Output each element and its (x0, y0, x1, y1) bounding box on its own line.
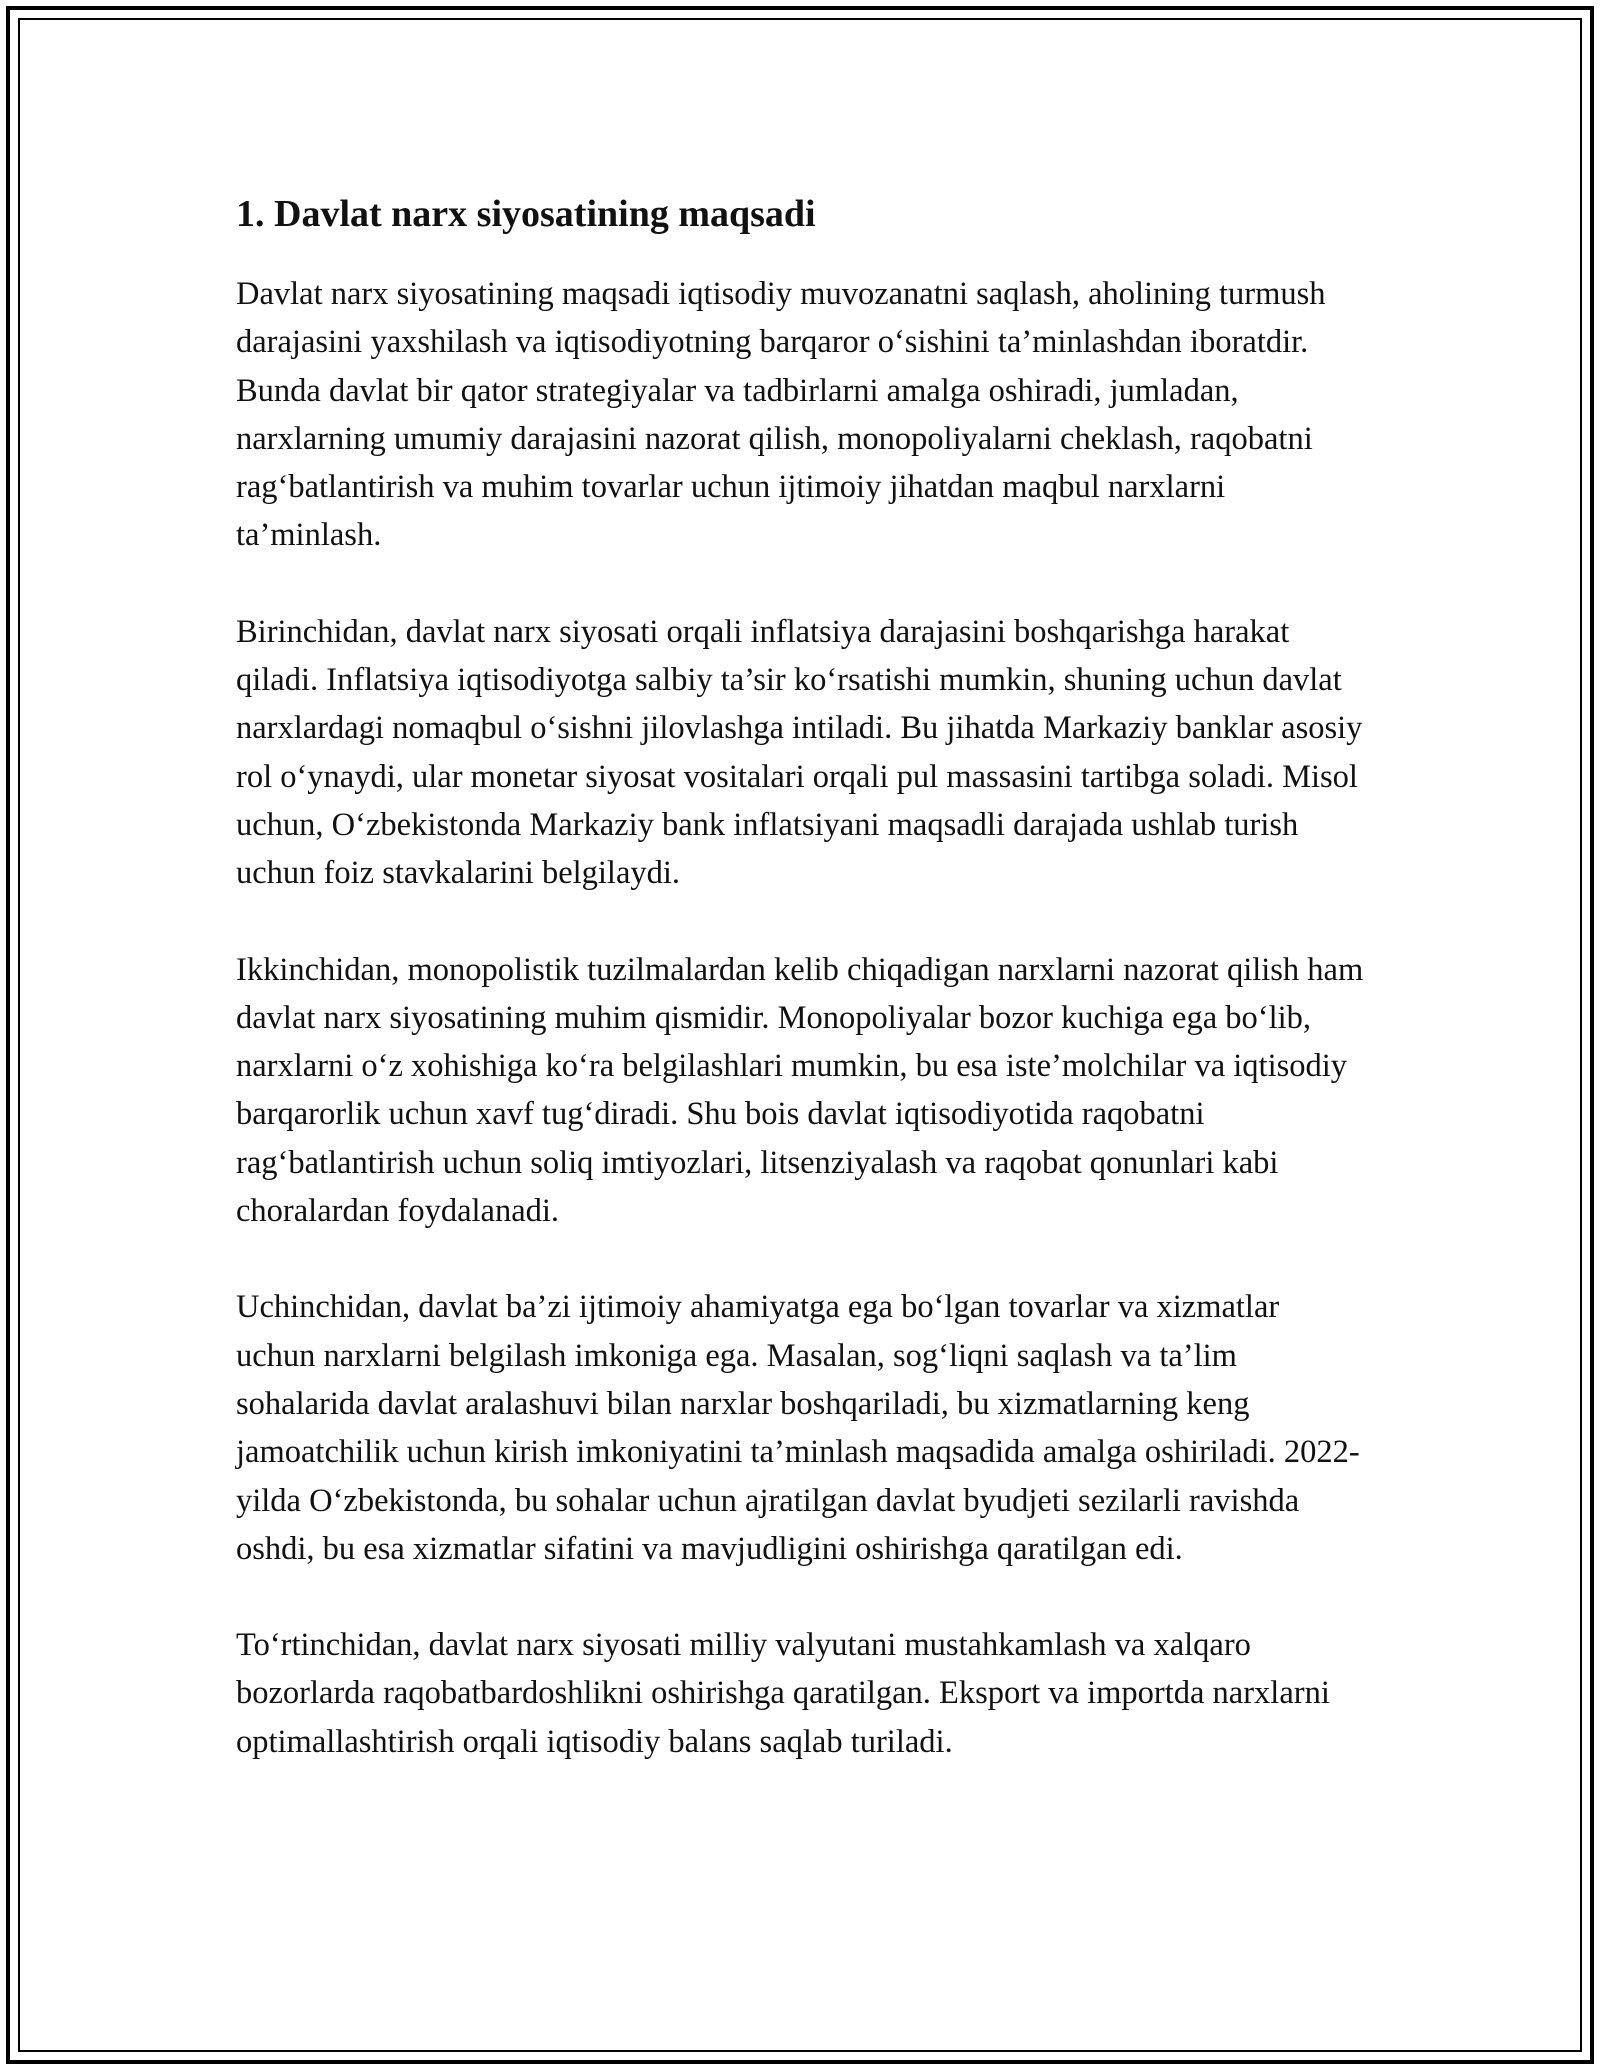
document-body (236, 186, 1366, 1766)
paragraph-social-goods: Uchinchidan, davlat ba’zi ijtimoiy ahamiyatga ega bo‘lgan tovarlar va xizmatlar uchun narxlarni belgilash imkoniga ega. Masalan, sog‘liqni saqlash va ta’lim sohalarida davlat aralashuvi bilan narxlar boshqariladi, bu xizmatlarning keng jamoatchilik uchun kirish imkoniyatini ta’minlash maqsadida amalga oshiriladi. 2022-yilda O‘zbekistonda, bu sohalar uchun ajratilgan davlat byudjeti sezilarli ravishda oshdi, bu esa xizmatlar sifatini va mavjudligini oshirishga qaratilgan edi. (236, 1289, 1360, 1567)
paragraph-purpose: Davlat narx siyosatining maqsadi iqtisodiy muvozanatni saqlash, aholining turmush darajasini yaxshilash va iqtisodiyotning barqaror o‘sishini ta’minlashdan iboratdir. Bunda davlat bir qator strategiyalar va tadbirlarni amalga oshiradi, jumladan, narxlarning umumiy darajasini nazorat qilish, monopoliyalarni cheklash, raqobatni rag‘batlantirish va muhim tovarlar uchun ijtimoiy jihatdan maqbul narxlarni ta’minlash. (236, 276, 1326, 554)
paragraph-monopoly: Ikkinchidan, monopolistik tuzilmalardan kelib chiqadigan narxlarni nazorat qilish ham davlat narx siyosatining muhim qismidir. Monopoliyalar bozor kuchiga ega bo‘lib, narxlarni o‘z xohishiga ko‘ra belgilashlari mumkin, bu esa iste’molchilar va iqtisodiy barqarorlik uchun xavf tug‘diradi. Shu bois davlat iqtisodiyotida raqobatni rag‘batlantirish uchun soliq imtiyozlari, litsenziyalash va raqobat qonunlari kabi choralardan foydalanadi. (236, 951, 1364, 1230)
section-title: 1. Davlat narx siyosatining maqsadi (236, 193, 816, 235)
paragraph-currency: To‘rtinchidan, davlat narx siyosati milliy valyutani mustahkamlash va xalqaro bozorlarda raqobatbardoshlikni oshirishga qaratilgan. Eksport va importda narxlarni optimallashtirish orqali iqtisodiy balans saqlab turiladi. (236, 1627, 1330, 1760)
paragraph-inflation: Birinchidan, davlat narx siyosati orqali inflatsiya darajasini boshqarishga harakat qiladi. Inflatsiya iqtisodiyotga salbiy ta’sir ko‘rsatishi mumkin, shuning uchun davlat narxlardagi nomaqbul o‘sishni jilovlashga intiladi. Bu jihatda Markaziy banklar asosiy rol o‘ynaydi, ular monetar siyosat vositalari orqali pul massasini tartibga soladi. Misol uchun, O‘zbekistonda Markaziy bank inflatsiyani maqsadli darajada ushlab turish uchun foiz stavkalarini belgilaydi. (236, 613, 1363, 892)
